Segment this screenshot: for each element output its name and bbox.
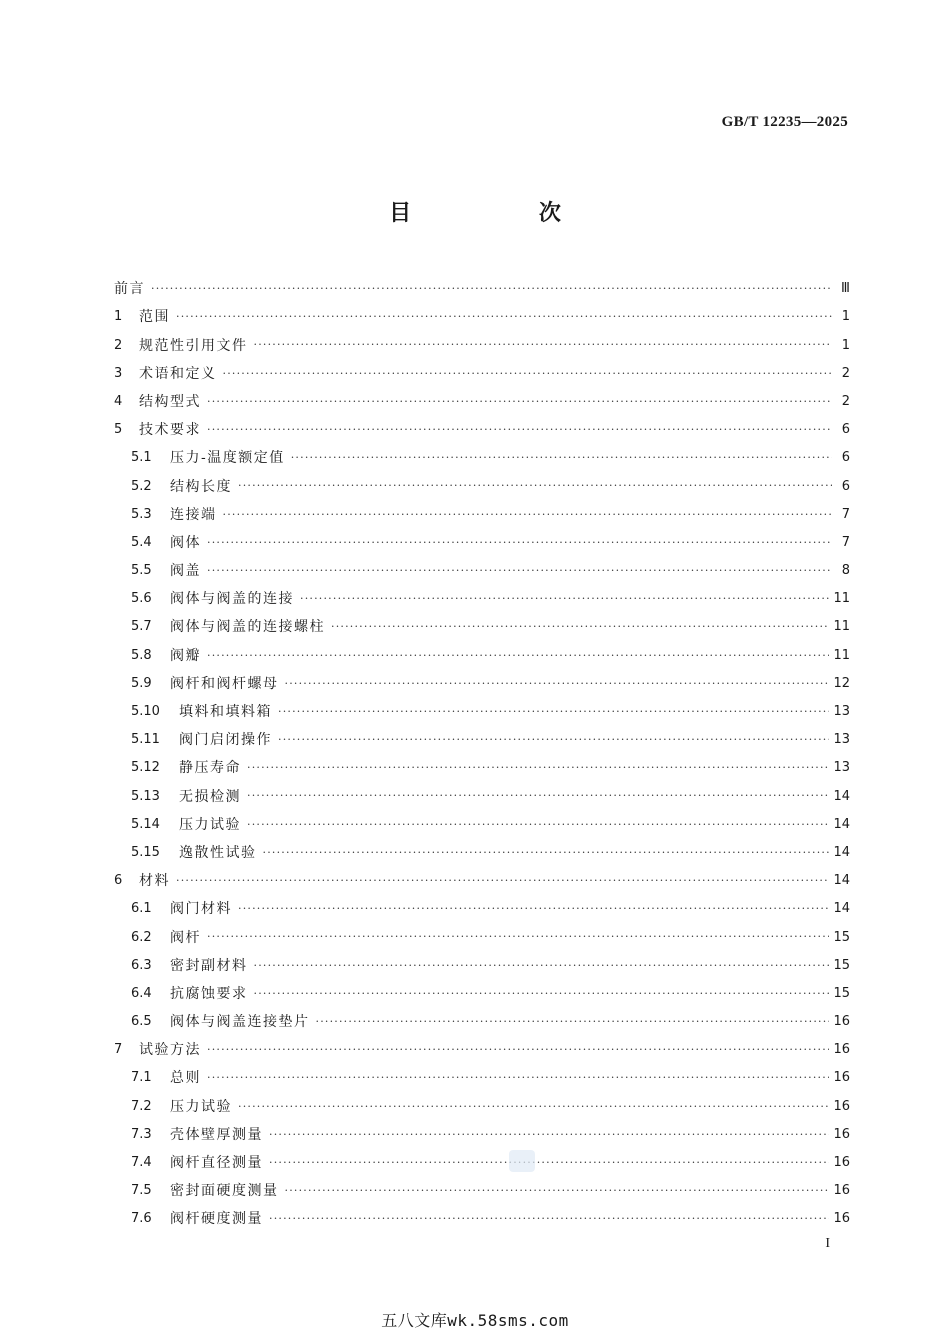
toc-entry[interactable] <box>114 1177 850 1205</box>
toc-entry[interactable] <box>114 303 850 331</box>
toc-entry-page: 13 <box>833 704 850 719</box>
dot-leader <box>285 1177 830 1205</box>
toc-entry-label: 压力试验 <box>179 816 241 833</box>
toc-entry-page: 6 <box>841 422 850 438</box>
toc-entry-page: 14 <box>833 873 850 889</box>
toc-entry-number: 7.3 <box>131 1126 152 1142</box>
toc-entry-number: 7.1 <box>131 1070 152 1086</box>
page-title: 目 次 <box>389 201 621 226</box>
dot-leader <box>254 980 830 1008</box>
dot-leader <box>263 839 830 867</box>
toc-entry-page: 1 <box>841 309 850 325</box>
dot-leader <box>207 416 832 444</box>
toc-entry[interactable] <box>114 754 850 782</box>
toc-entry-label: 试验方法 <box>139 1042 201 1059</box>
toc-entry[interactable] <box>114 811 850 839</box>
toc-entry-number: 7.6 <box>131 1211 152 1227</box>
toc-entry-page: 16 <box>833 1070 850 1086</box>
toc-entry-label: 阀体与阀盖的连接螺柱 <box>170 619 325 636</box>
toc-entry-number: 5.5 <box>131 563 152 579</box>
toc-entry-label: 阀体与阀盖的连接 <box>170 591 294 608</box>
toc-entry-label: 连接端 <box>170 506 217 523</box>
toc-entry-number: 5.8 <box>131 647 152 663</box>
dot-leader <box>285 670 830 698</box>
toc-entry[interactable] <box>114 839 850 867</box>
toc-entry-page: Ⅲ <box>841 281 850 297</box>
toc-entry-label: 范围 <box>139 309 170 326</box>
toc-entry-page: 14 <box>833 901 850 917</box>
toc-entry[interactable] <box>114 472 850 500</box>
toc-entry-page: 15 <box>833 929 850 945</box>
dot-leader <box>269 1121 829 1149</box>
dot-leader <box>254 331 833 359</box>
toc-entry[interactable] <box>114 1036 850 1064</box>
toc-entry-number: 5.11 <box>131 732 160 748</box>
toc-entry-label: 阀门材料 <box>170 901 232 918</box>
toc-entry-number: 5.10 <box>131 704 160 719</box>
dot-leader <box>278 698 829 726</box>
dot-leader <box>207 642 829 670</box>
toc-entry-label: 填料和填料箱 <box>179 704 272 720</box>
toc-entry[interactable] <box>114 1064 850 1092</box>
toc-entry-number: 5.7 <box>131 619 152 635</box>
toc-entry-number: 5.9 <box>131 675 152 691</box>
toc-entry[interactable] <box>114 952 850 980</box>
toc-entry-number: 6.1 <box>131 901 152 917</box>
toc-entry-number: 6.2 <box>131 929 152 945</box>
toc-entry-page: 1 <box>841 337 850 353</box>
toc-entry-label: 静压寿命 <box>179 760 241 777</box>
toc-entry-label: 前言 <box>114 281 145 298</box>
toc-entry[interactable] <box>114 529 850 557</box>
toc-entry[interactable] <box>114 613 850 641</box>
dot-leader <box>278 726 829 754</box>
toc-entry-label: 密封面硬度测量 <box>170 1183 279 1200</box>
toc-entry-number: 5.3 <box>131 506 152 522</box>
toc-entry-label: 术语和定义 <box>139 365 217 382</box>
toc-entry-page: 16 <box>833 1183 850 1199</box>
toc-entry[interactable] <box>114 1205 850 1233</box>
toc-entry-number: 5.2 <box>131 478 152 494</box>
toc-entry[interactable] <box>114 585 850 613</box>
toc-entry-number: 6 <box>114 873 123 889</box>
toc-entry-page: 13 <box>833 760 850 776</box>
toc-entry[interactable] <box>114 360 850 388</box>
toc-entry-page: 7 <box>841 506 850 522</box>
toc-entry-label: 阀体 <box>170 534 201 551</box>
toc-entry[interactable] <box>114 1092 850 1120</box>
toc-entry-number: 5.12 <box>131 760 160 776</box>
dot-leader <box>269 1205 829 1233</box>
toc-entry-number: 1 <box>114 309 123 325</box>
dot-leader <box>300 585 829 613</box>
dot-leader <box>207 529 832 557</box>
dot-leader <box>238 1093 829 1121</box>
dot-leader <box>176 303 832 331</box>
toc-entry[interactable] <box>114 1149 850 1177</box>
toc-entry-number: 6.3 <box>131 957 152 973</box>
toc-entry-page: 14 <box>833 844 850 860</box>
toc-entry[interactable] <box>114 726 850 754</box>
toc-entry[interactable] <box>114 331 850 359</box>
dot-leader <box>238 472 832 500</box>
toc-entry-number: 5.13 <box>131 788 160 804</box>
toc-entry-page: 11 <box>833 591 850 607</box>
toc-entry-label: 阀杆 <box>170 929 201 946</box>
toc-entry-label: 结构长度 <box>170 478 232 495</box>
toc-entry-number: 5.15 <box>131 844 160 860</box>
toc-entry-number: 7.5 <box>131 1183 152 1199</box>
toc-entry-page: 16 <box>833 1126 850 1142</box>
toc-entry[interactable] <box>114 782 850 810</box>
page-number: I <box>825 1236 830 1251</box>
table-of-contents <box>114 275 850 1233</box>
toc-entry-page: 16 <box>833 1155 850 1170</box>
toc-entry[interactable] <box>114 416 850 444</box>
toc-entry[interactable] <box>114 867 850 895</box>
toc-entry-page: 12 <box>833 675 850 691</box>
dot-leader <box>207 557 832 585</box>
toc-entry-number: 5.6 <box>131 591 152 607</box>
toc-entry-page: 16 <box>833 1211 850 1227</box>
toc-entry-page: 11 <box>833 647 850 663</box>
toc-entry-page: 15 <box>833 957 850 973</box>
toc-entry-number: 7.4 <box>131 1155 152 1170</box>
site-watermark-text: 五八文库wk.58sms.com <box>381 1311 569 1330</box>
toc-entry-page: 16 <box>833 1042 850 1058</box>
toc-entry-number: 5.1 <box>131 450 152 466</box>
toc-entry-label: 总则 <box>170 1070 201 1087</box>
dot-leader <box>247 782 829 810</box>
toc-entry-label: 阀杆直径测量 <box>170 1155 263 1171</box>
toc-entry-number: 2 <box>114 337 123 353</box>
toc-entry[interactable] <box>114 923 850 951</box>
toc-entry[interactable] <box>114 670 850 698</box>
dot-leader <box>207 923 829 951</box>
toc-entry-label: 阀体与阀盖连接垫片 <box>170 1014 310 1031</box>
toc-entry-label: 技术要求 <box>139 422 201 439</box>
toc-entry[interactable] <box>114 557 850 585</box>
dot-leader <box>238 895 829 923</box>
toc-entry-label: 规范性引用文件 <box>139 337 248 354</box>
toc-entry[interactable] <box>114 1121 850 1149</box>
toc-entry-number: 7 <box>114 1042 123 1058</box>
toc-entry-label: 阀杆和阀杆螺母 <box>170 675 279 692</box>
toc-entry-page: 2 <box>841 393 850 409</box>
toc-entry-number: 5 <box>114 422 123 438</box>
toc-entry-number: 3 <box>114 365 123 381</box>
toc-entry-number: 4 <box>114 393 123 409</box>
toc-entry-label: 壳体壁厚测量 <box>170 1126 263 1143</box>
dot-leader <box>207 388 832 416</box>
toc-entry-label: 密封副材料 <box>170 957 248 974</box>
watermark-logo <box>509 1150 535 1172</box>
dot-leader <box>207 1036 829 1064</box>
toc-entry-number: 6.4 <box>131 985 152 1001</box>
toc-entry[interactable] <box>114 444 850 472</box>
dot-leader <box>331 613 829 641</box>
toc-entry-page: 8 <box>841 563 850 579</box>
dot-leader <box>223 501 833 529</box>
toc-entry-number: 5.14 <box>131 816 160 832</box>
toc-entry[interactable] <box>114 501 850 529</box>
toc-entry-label: 压力-温度额定值 <box>170 450 285 467</box>
toc-entry[interactable] <box>114 641 850 669</box>
toc-entry-number: 7.2 <box>131 1098 152 1114</box>
dot-leader <box>151 275 832 303</box>
standard-code: GB/T 12235—2025 <box>721 114 848 130</box>
toc-entry-label: 压力试验 <box>170 1098 232 1115</box>
toc-entry-label: 阀瓣 <box>170 647 201 664</box>
toc-entry[interactable] <box>114 1008 850 1036</box>
toc-entry-page: 14 <box>833 788 850 804</box>
toc-entry-number: 5.4 <box>131 534 152 550</box>
dot-leader <box>247 811 829 839</box>
toc-entry-page: 6 <box>841 450 850 466</box>
dot-leader <box>269 1149 829 1177</box>
toc-entry-page: 7 <box>841 534 850 550</box>
dot-leader <box>247 754 829 782</box>
toc-entry-label: 阀盖 <box>170 563 201 580</box>
toc-entry-label: 无损检测 <box>179 788 241 805</box>
dot-leader <box>176 867 829 895</box>
toc-entry-page: 16 <box>833 1014 850 1030</box>
toc-entry[interactable] <box>114 388 850 416</box>
toc-entry-number: 6.5 <box>131 1014 152 1030</box>
toc-entry[interactable] <box>114 698 850 726</box>
toc-entry-label: 材料 <box>139 873 170 890</box>
toc-entry-page: 15 <box>833 985 850 1001</box>
toc-entry-label: 阀杆硬度测量 <box>170 1211 263 1228</box>
toc-entry-page: 16 <box>833 1098 850 1114</box>
toc-entry[interactable] <box>114 980 850 1008</box>
dot-leader <box>207 1064 829 1092</box>
toc-entry[interactable] <box>114 895 850 923</box>
dot-leader <box>316 1008 830 1036</box>
dot-leader <box>254 952 830 980</box>
toc-entry[interactable] <box>114 275 850 303</box>
toc-entry-page: 11 <box>833 619 850 635</box>
toc-entry-label: 阀门启闭操作 <box>179 732 272 749</box>
toc-entry-page: 6 <box>841 478 850 494</box>
toc-entry-label: 逸散性试验 <box>179 844 257 861</box>
dot-leader <box>223 360 833 388</box>
toc-entry-page: 14 <box>833 816 850 832</box>
toc-entry-page: 13 <box>833 732 850 748</box>
dot-leader <box>291 444 832 472</box>
toc-entry-label: 抗腐蚀要求 <box>170 985 248 1002</box>
toc-entry-label: 结构型式 <box>139 393 201 410</box>
toc-entry-page: 2 <box>841 365 850 381</box>
